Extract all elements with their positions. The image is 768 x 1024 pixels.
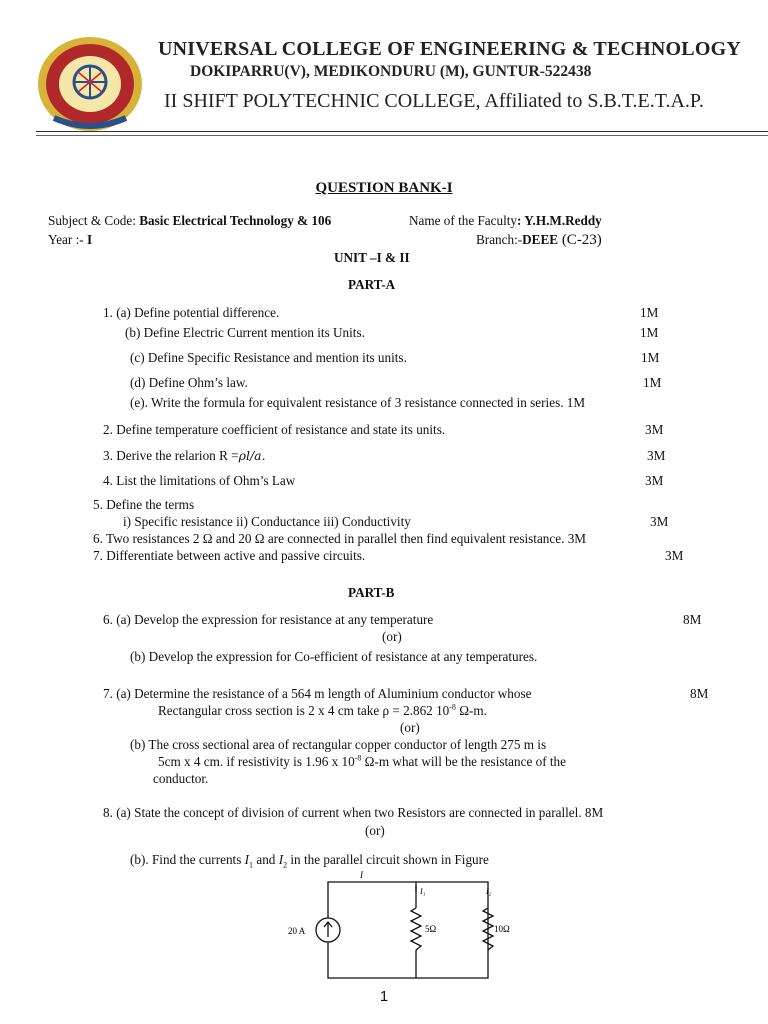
i1-label: I₁ — [420, 887, 426, 896]
college-affiliation: II SHIFT POLYTECHNIC COLLEGE, Affiliated to S.B.T.E.T.A.P. — [164, 90, 704, 112]
question-b7b-line1: (b) The cross sectional area of rectangular copper conductor of length 275 m is — [130, 737, 547, 752]
year-label: Year :- — [48, 232, 87, 247]
branch-value: DEEE — [522, 232, 559, 247]
faculty-line — [409, 213, 602, 229]
q8b-text: (b). Find the currents — [130, 852, 245, 867]
year-line — [48, 232, 92, 248]
or-b6: (or) — [382, 629, 402, 644]
question-1e: (e). Write the formula for equivalent resistance of 3 resistance connected in series. 1M — [130, 395, 586, 410]
college-address: DOKIPARRU(V), MEDIKONDURU (M), GUNTUR-522438 — [190, 63, 592, 80]
question-1c: (c) Define Specific Resistance and mention its units. — [130, 350, 407, 365]
part-a-heading: PART-A — [348, 277, 396, 292]
mark-1b: 1M — [640, 325, 659, 340]
mark-3: 3M — [647, 448, 666, 463]
q7a-exponent: -8 — [449, 702, 456, 712]
college-name: UNIVERSAL COLLEGE OF ENGINEERING & TECHNOLOGY — [158, 38, 741, 60]
question-b7b-line3: conductor. — [153, 771, 209, 786]
question-5-terms: i) Specific resistance ii) Conductance iii) Conductivity — [123, 514, 411, 529]
q8b-i2: I — [278, 852, 284, 867]
page-number: 1 — [379, 988, 389, 1005]
branch-code: (C-23) — [558, 232, 602, 248]
r2-label: 10Ω — [494, 924, 510, 934]
or-b8: (or) — [365, 823, 385, 838]
mark-1d: 1M — [643, 375, 662, 390]
mark-5: 3M — [650, 514, 669, 529]
circuit-wires — [328, 882, 488, 978]
year-value: I — [86, 232, 93, 247]
question-b7a-line2 — [158, 703, 487, 719]
doc-title: QUESTION BANK-I — [315, 180, 453, 196]
source-label: 20 A — [288, 926, 306, 936]
branch-label: Branch:- — [476, 232, 523, 247]
question-b6b: (b) Develop the expression for Co-efficient of resistance at any temperatures. — [130, 649, 538, 664]
college-logo — [34, 34, 146, 134]
i-label: I — [360, 870, 363, 880]
parallel-circuit-diagram — [280, 866, 540, 986]
mark-2: 3M — [645, 422, 664, 437]
question-b6a: 6. (a) Develop the expression for resistance at any temperature — [103, 612, 434, 627]
question-b7b-line2 — [158, 754, 566, 770]
mark-b6: 8M — [683, 612, 702, 627]
q8b-i1-sub: 1 — [249, 860, 254, 870]
question-b8a: 8. (a) State the concept of division of current when two Resistors are connected in parallel. 8M — [103, 805, 604, 820]
resistor-5ohm — [411, 908, 421, 950]
mark-b7: 8M — [690, 686, 709, 701]
question-b7a-line1: 7. (a) Determine the resistance of a 564 m length of Aluminium conductor whose — [103, 686, 532, 701]
q8b-i1: I — [244, 852, 250, 867]
q7b-exponent: -8 — [354, 753, 362, 763]
part-b-heading: PART-B — [348, 585, 395, 600]
q7b-unit: Ω-m what will be the resistance of the — [361, 754, 566, 769]
mark-1c: 1M — [641, 350, 660, 365]
faculty-value: : Y.H.M.Reddy — [517, 213, 602, 228]
header-rule — [36, 131, 768, 132]
q8b-and: and — [253, 852, 279, 867]
question-6a: 6. Two resistances 2 Ω and 20 Ω are connected in parallel then find equivalent resistance. 3M — [93, 531, 587, 546]
or-b7: (or) — [400, 720, 420, 735]
question-1b: (b) Define Electric Current mention its Units. — [125, 325, 365, 340]
mark-4: 3M — [645, 473, 664, 488]
i2-label: I₂ — [486, 887, 492, 896]
question-4: 4. List the limitations of Ohm’s Law — [103, 473, 296, 488]
q8b-i2-sub: 2 — [283, 860, 288, 870]
question-3 — [103, 448, 266, 464]
faculty-label: Name of the Faculty — [409, 213, 518, 228]
question-7a: 7. Differentiate between active and passive circuits. — [93, 548, 366, 563]
branch-line — [476, 232, 602, 249]
q7a-unit: Ω-m. — [455, 703, 487, 718]
question-1d: (d) Define Ohm’s law. — [130, 375, 248, 390]
subject-label: Subject & Code: — [48, 213, 140, 228]
q8b-tail: in the parallel circuit shown in Figure — [287, 852, 489, 867]
unit-heading: UNIT –I & II — [334, 250, 410, 265]
question-3-text: 3. Derive the relarion R = — [103, 448, 239, 463]
subject-value: Basic Electrical Technology & 106 — [139, 213, 332, 228]
mark-1a: 1M — [640, 305, 659, 320]
question-3-formula: ρl/a. — [238, 448, 266, 463]
mark-7a: 3M — [665, 548, 684, 563]
question-2: 2. Define temperature coefficient of resistance and state its units. — [103, 422, 446, 437]
q7b-text: 5cm x 4 cm. if resistivity is 1.96 x 10 — [158, 754, 355, 769]
question-1a: 1. (a) Define potential difference. — [103, 305, 280, 320]
subject-line — [48, 213, 331, 229]
question-5: 5. Define the terms — [93, 497, 195, 512]
header-rule-thin — [36, 135, 768, 136]
r1-label: 5Ω — [425, 924, 437, 934]
q7a-text: Rectangular cross section is 2 x 4 cm take ρ = 2.862 10 — [158, 703, 450, 718]
